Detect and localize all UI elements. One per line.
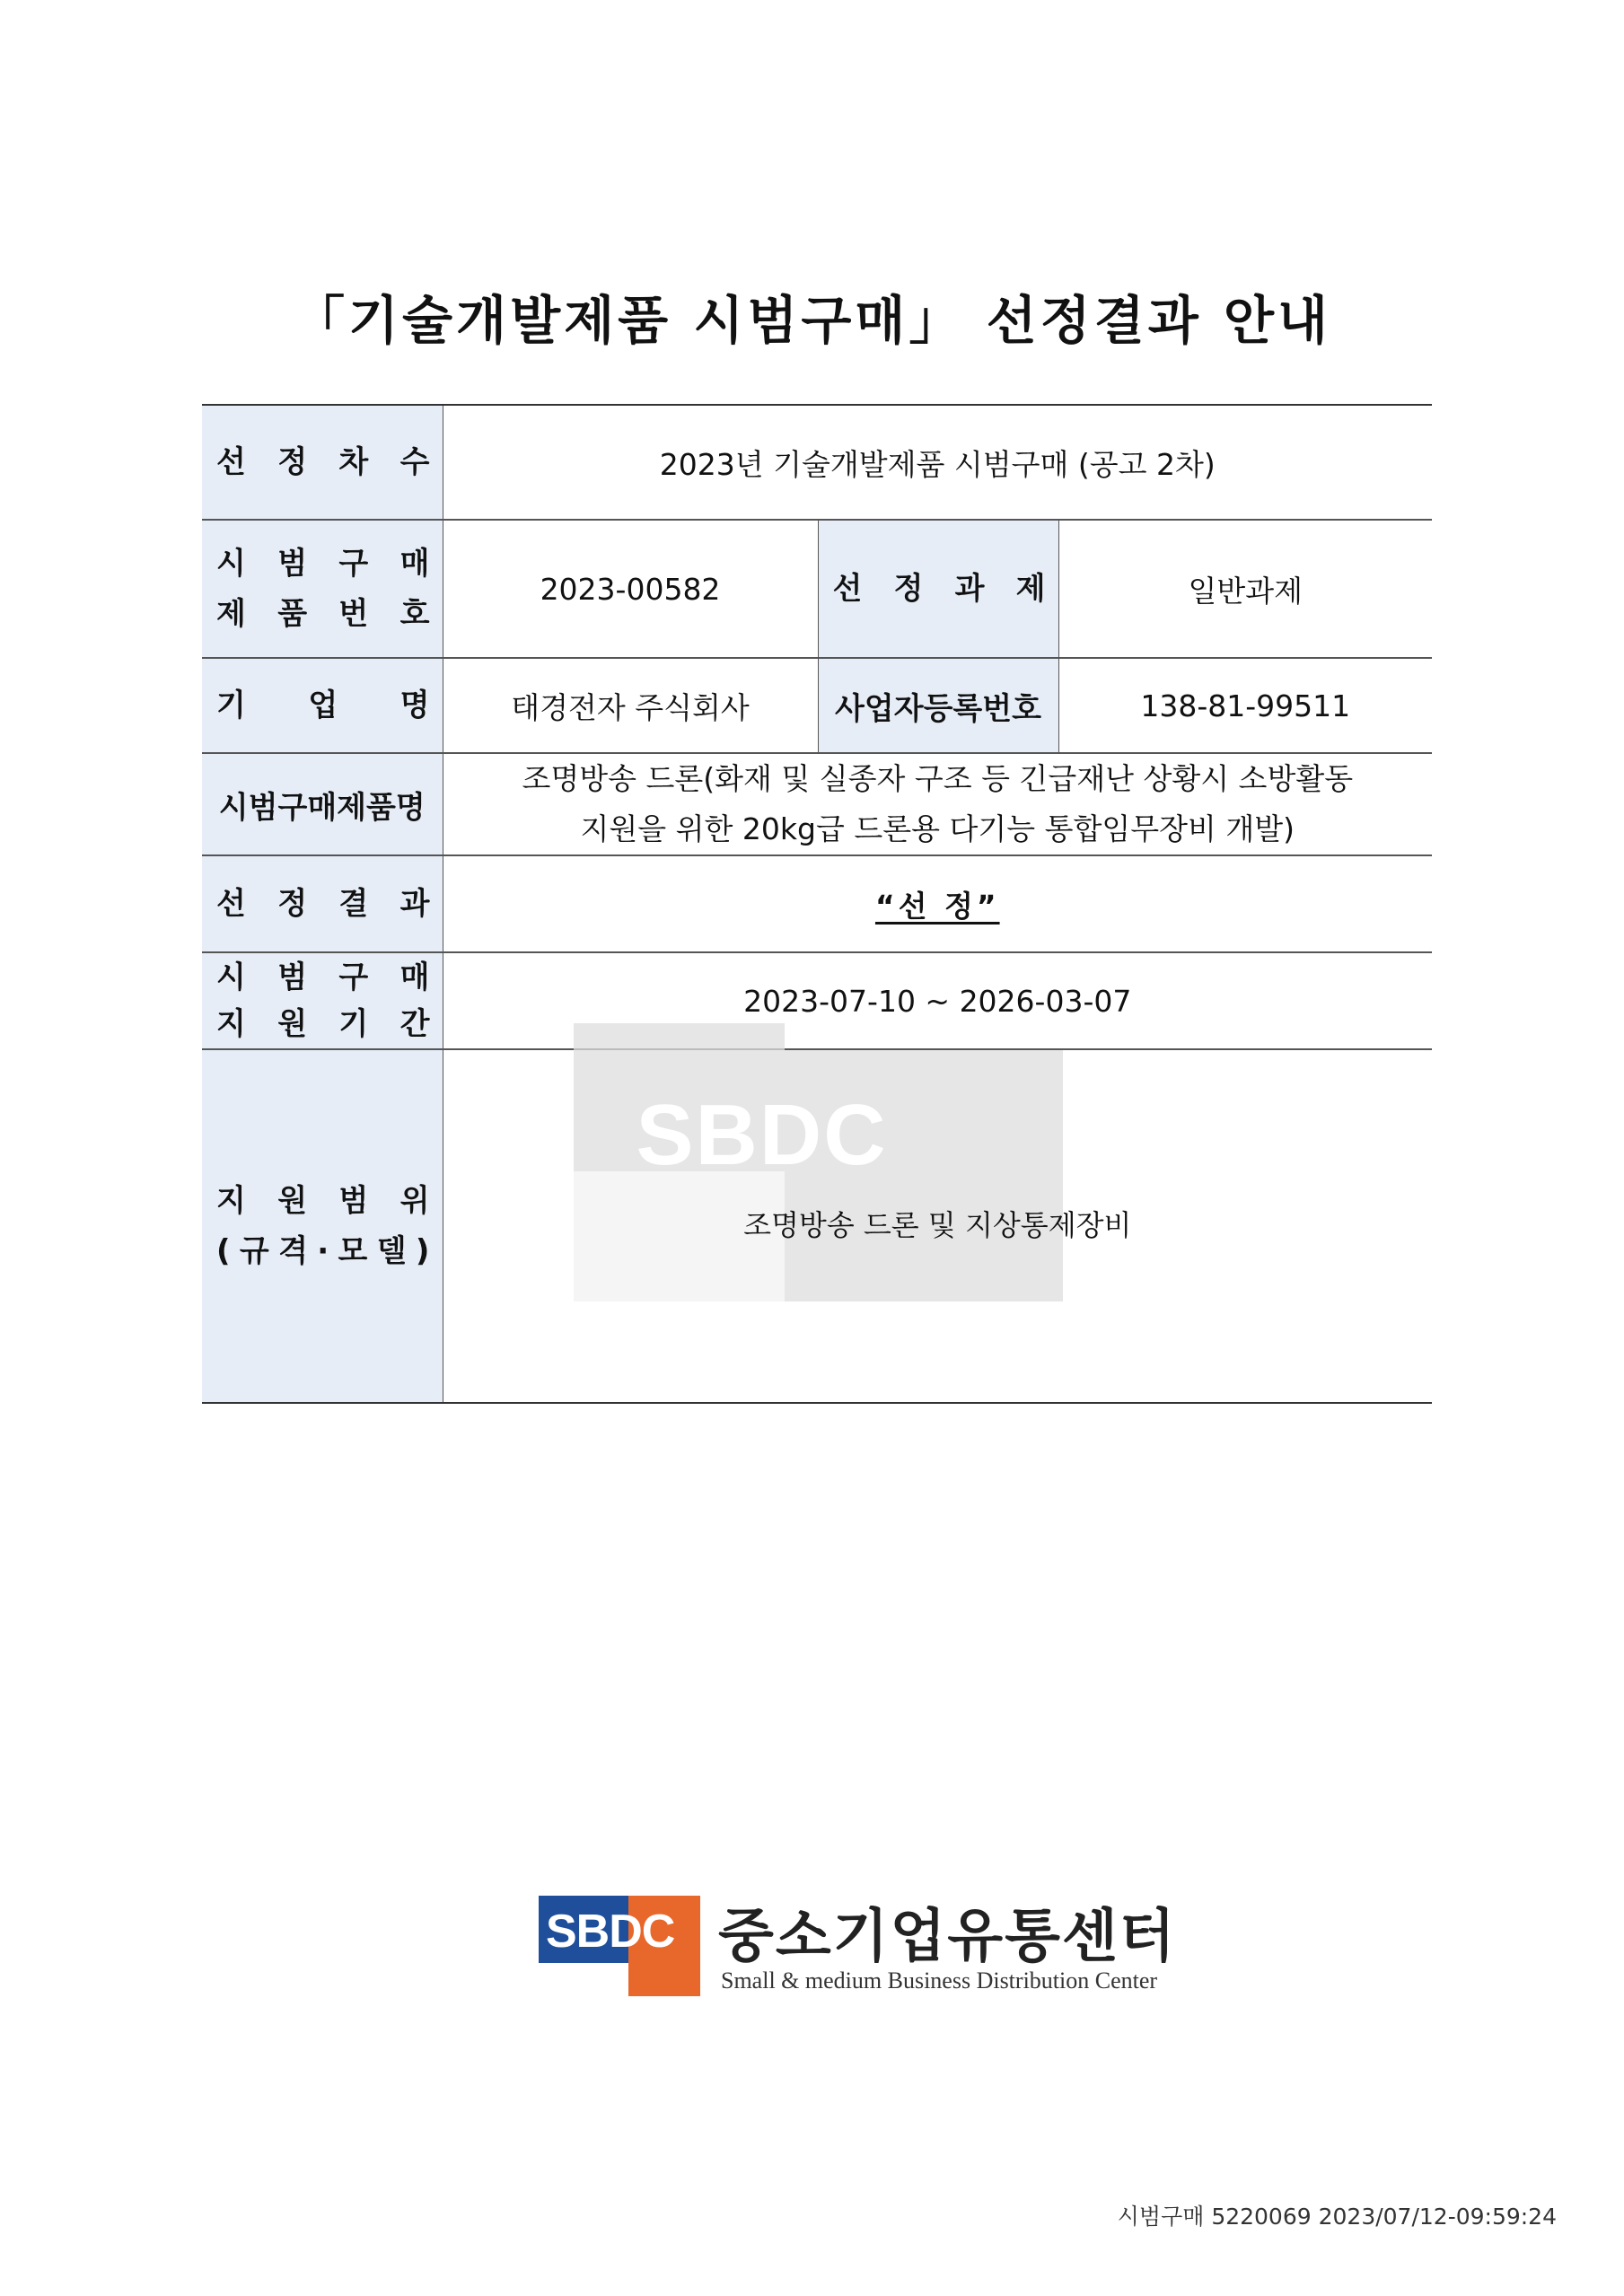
value-scope (443, 1049, 1432, 1403)
value-round: 2023년 기술개발제품 시범구매 (공고 2차) (443, 405, 1432, 520)
sbdc-logo (539, 1896, 1177, 1999)
row-product-no (202, 520, 1432, 658)
watermark-text: SBDC (636, 1087, 888, 1183)
label-product-no: 시 범 구 매 제 품 번 호 (202, 520, 443, 658)
label-result: 선 정 결 과 (202, 855, 443, 952)
product-name-line2: 지원을 위한 20kg급 드론용 다기능 통합임무장비 개발) (580, 811, 1295, 846)
row-scope (202, 1049, 1432, 1403)
selection-result-table (202, 404, 1432, 1404)
label-scope: 지 원 범 위 ( 규 격 · 모 델 ) (202, 1049, 443, 1403)
logo-mark-text: SBDC (546, 1906, 675, 1958)
label-bizno: 사업자등록번호 (818, 658, 1058, 753)
product-name-line1: 조명방송 드론(화재 및 실종자 구조 등 긴급재난 상황시 소방활동 (522, 761, 1354, 796)
row-product-name (202, 753, 1432, 855)
value-product-no: 2023-00582 (443, 520, 818, 658)
footer-stamp: 시범구매 5220069 2023/07/12-09:59:24 (1117, 2204, 1557, 2230)
value-period: 2023-07-10 ~ 2026-03-07 (443, 952, 1432, 1049)
value-task: 일반과제 (1058, 520, 1432, 658)
value-bizno: 138-81-99511 (1058, 658, 1432, 753)
value-product-name (443, 753, 1432, 855)
value-company: 태경전자 주식회사 (443, 658, 818, 753)
row-company (202, 658, 1432, 753)
scope-value: 조명방송 드론 및 지상통제장비 (743, 1208, 1132, 1242)
page-title: 「기술개발제품 시범구매」 선정결과 안내 (292, 290, 1332, 351)
row-result (202, 855, 1432, 952)
label-company: 기 업 명 (202, 658, 443, 753)
result-badge: “선 정” (874, 888, 1000, 924)
label-round: 선 정 차 수 (202, 405, 443, 520)
logo-name-en: Small & medium Business Distribution Center (721, 1967, 1158, 1994)
logo-name-ko: 중소기업유통센터 (718, 1904, 1177, 1970)
sbdc-logo-mark (539, 1896, 700, 1996)
watermark-area (443, 1050, 1433, 1402)
row-round (202, 405, 1432, 520)
value-result (443, 855, 1432, 952)
row-period (202, 952, 1432, 1049)
label-product-name: 시범구매제품명 (202, 753, 443, 855)
label-period: 시 범 구 매 지 원 기 간 (202, 952, 443, 1049)
label-task: 선 정 과 제 (818, 520, 1058, 658)
